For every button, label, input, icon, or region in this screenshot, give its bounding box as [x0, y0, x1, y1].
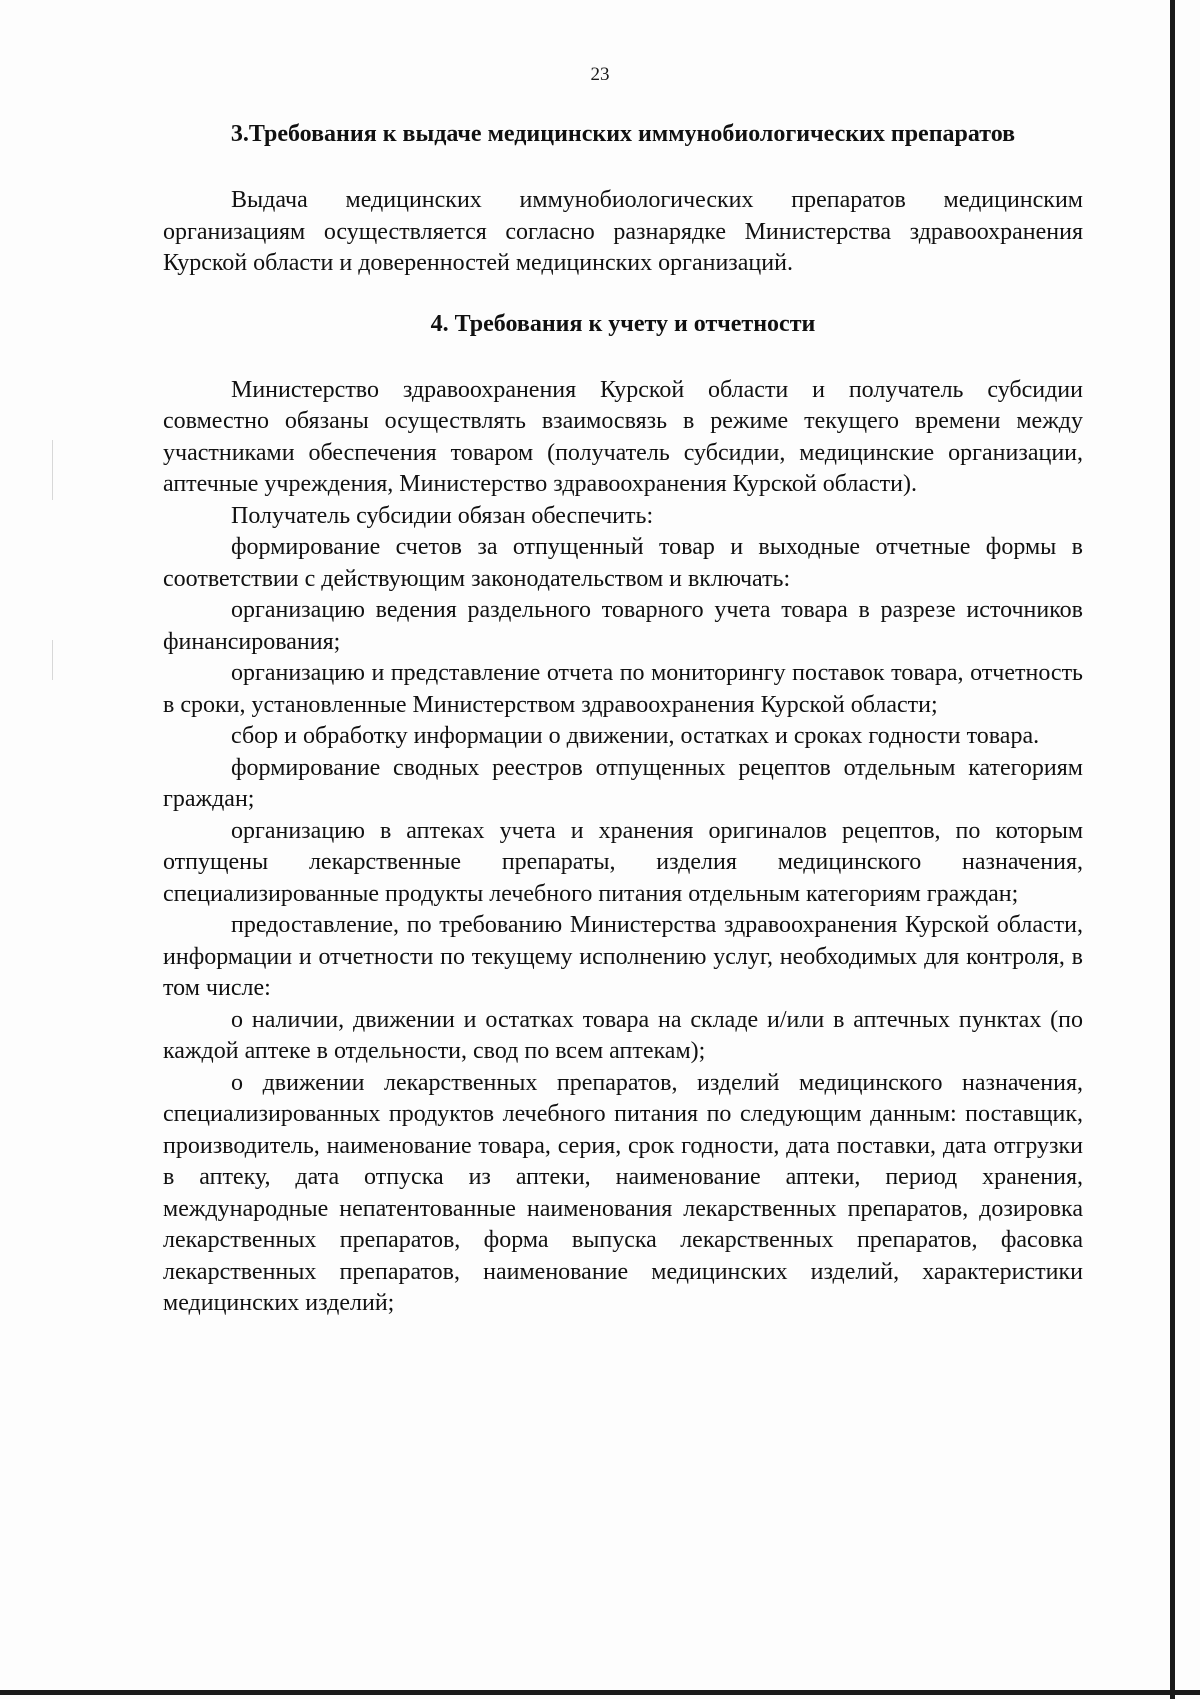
- list-item: о движении лекарственных препаратов, изделий медицинского назначения, специализированных продуктов лечебного питания по следующим данным: поставщик, производитель, наименование товара, серия, срок годности, дата поставки, дата отгрузки в аптеку, дата отпуска из аптеки, наименование аптеки, период хранения, международные непатентованные наименования лекарственных препаратов, дозировка лекарственных препаратов, форма выпуска лекарственных препаратов, фасовка лекарственных препаратов, наименование медицинских изделий, характеристики медицинских изделий;: [163, 1069, 1083, 1316]
- list-item: организацию в аптеках учета и хранения оригиналов рецептов, по которым отпущены лекарственные препараты, изделия медицинского назначения, специализированные продукты лечебного питания отдельным категориям граждан;: [163, 817, 1083, 907]
- list-item: предоставление, по требованию Министерства здравоохранения Курской области, информации и отчетности по текущему исполнению услуг, необходимых для контроля, в том числе:: [163, 912, 1083, 1001]
- list-item: формирование сводных реестров отпущенных рецептов отдельным категориям граждан;: [163, 754, 1083, 812]
- list-item: организацию и представление отчета по мониторингу поставок товара, отчетность в сроки, установленные Министерством здравоохранения Курской области;: [163, 660, 1083, 718]
- list-item: о наличии, движении и остатках товара на складе и/или в аптечных пунктах (по каждой аптеке в отдельности, свод по всем аптекам);: [163, 1006, 1083, 1064]
- scan-artifact-line: [52, 640, 53, 680]
- scan-edge-right: [1170, 0, 1175, 1699]
- paragraph: Получатель субсидии обязан обеспечить:: [231, 502, 654, 529]
- paragraph: Выдача медицинских иммунобиологических препаратов медицинским организациям осуществляется согласно разнарядке Министерства здравоохранения Курской области и доверенностей медицинских организаций.: [163, 187, 1083, 276]
- page-number: 23: [590, 64, 610, 85]
- list-item: организацию ведения раздельного товарного учета товара в разрезе источников финансирования;: [163, 597, 1083, 655]
- scan-edge-bottom: [0, 1690, 1200, 1695]
- list-item: формирование счетов за отпущенный товар и выходные отчетные формы в соответствии с действующим законодательством и включать:: [163, 534, 1083, 592]
- scan-artifact-line: [52, 440, 53, 500]
- section-issuance: [163, 118, 1083, 280]
- section-heading: 3.Требования к выдаче медицинских иммунобиологических препаратов: [230, 121, 1016, 147]
- section-accounting-reporting: [163, 308, 1083, 1320]
- paragraph: Министерство здравоохранения Курской области и получатель субсидии совместно обязаны осуществлять взаимосвязь в режиме текущего времени между участниками обеспечения товаром (получатель субсидии, медицинские организации, аптечные учреждения, Министерство здравоохранения Курской области).: [163, 376, 1083, 497]
- list-item: сбор и обработку информации о движении, остатках и сроках годности товара.: [231, 723, 1040, 749]
- document-body: [163, 118, 1083, 1320]
- section-heading: 4. Требования к учету и отчетности: [430, 310, 816, 337]
